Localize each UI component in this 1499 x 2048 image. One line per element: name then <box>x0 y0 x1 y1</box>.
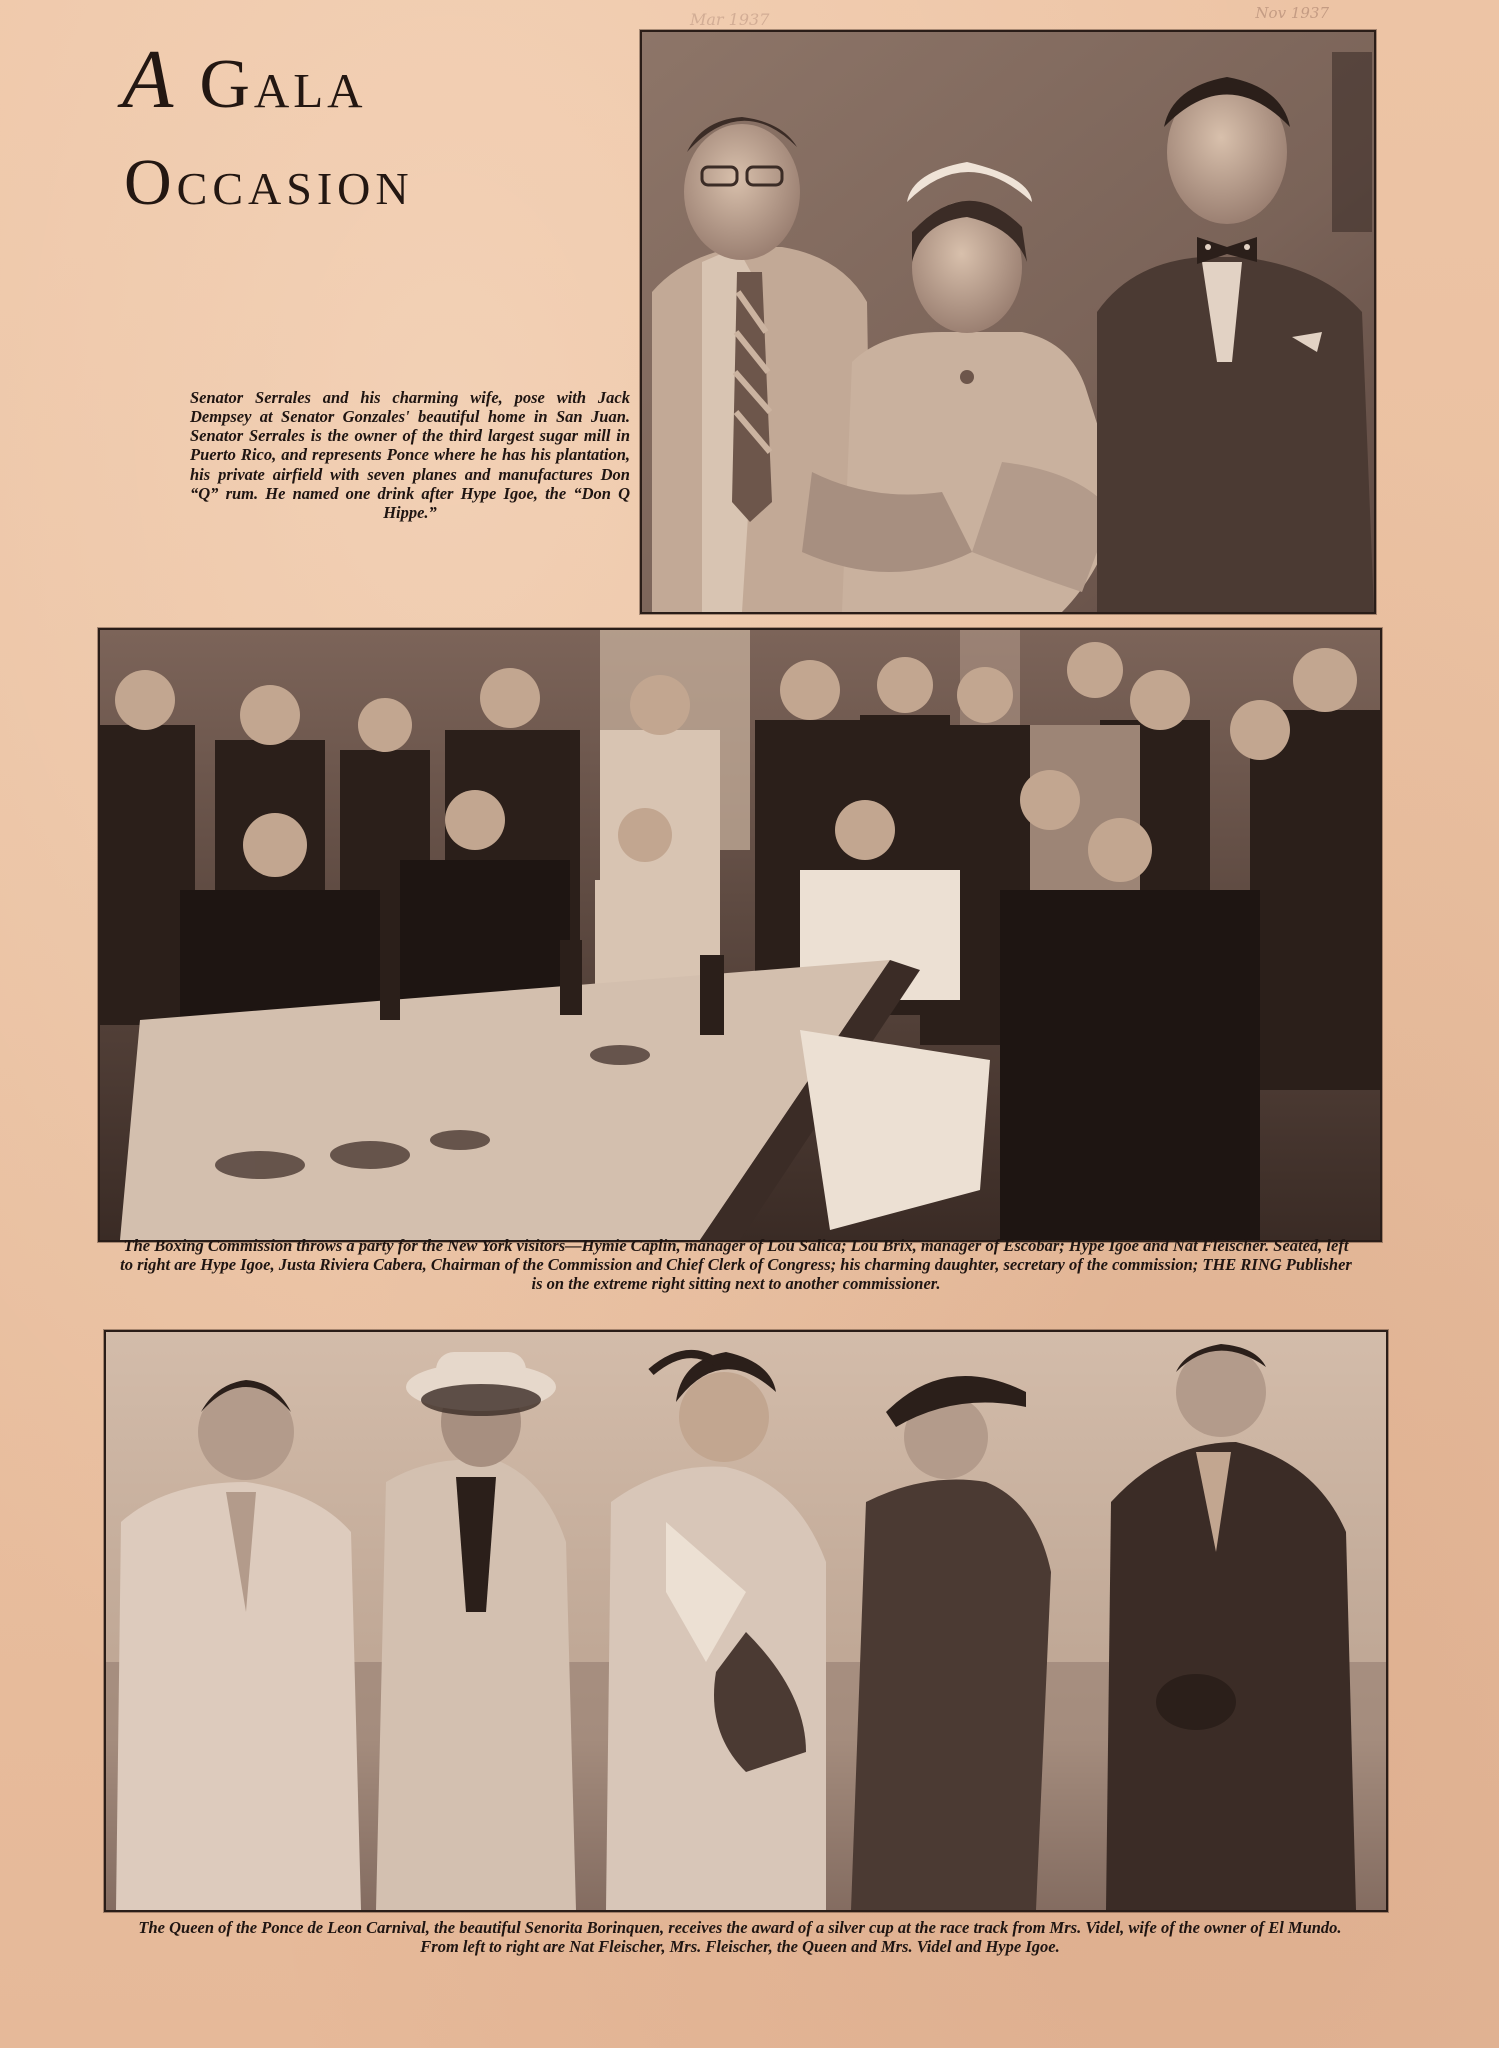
photo-carnival-queen <box>104 1330 1388 1912</box>
pencil-annotation: Mar 1937 <box>690 10 770 29</box>
photo-serrales-dempsey <box>640 30 1376 614</box>
caption-top-photo: Senator Serrales and his charming wife, pose with Jack Dempsey at Senator Gonzales' beautiful home in San Juan. Senator Serrales is the owner of the third largest sugar mill in Puerto Rico, and represents Ponce where he has his plantation, his private airfield with seven planes and manufactures Don “Q” rum. He named one drink after Hype Igoe, the “Don Q Hippe.” <box>190 388 630 522</box>
caption-middle-photo: The Boxing Commission throws a party for the New York visitors—Hymie Caplin, manager of Lou Salica; Lou Brix, manager of Escobar; Hype Igoe and Nat Fleischer. Seated, left to right are Hype Igoe, Justa Riviera Cabera, Chairman of the Commission and Chief Clerk of Congress; his charming daughter, secretary of the commission; THE RING Publisher is on the extreme right sitting next to another commissioner. <box>120 1236 1352 1294</box>
photo-boxing-commission-party <box>98 628 1382 1242</box>
headline-word-occasion: Occasion <box>124 146 414 219</box>
caption-bottom-photo: The Queen of the Ponce de Leon Carnival, the beautiful Senorita Borinquen, receives the award of a silver cup at the race track from Mrs. Videl, wife of the owner of El Mundo. From left to right are Nat Fleischer, Mrs. Fleischer, the Queen and Mrs. Videl and Hype Igoe. <box>138 1918 1342 1957</box>
page-headline <box>122 33 622 219</box>
pencil-annotation: Nov 1937 <box>1255 4 1329 22</box>
headline-script-letter: A <box>122 33 178 126</box>
headline-word-gala: Gala <box>199 46 367 123</box>
